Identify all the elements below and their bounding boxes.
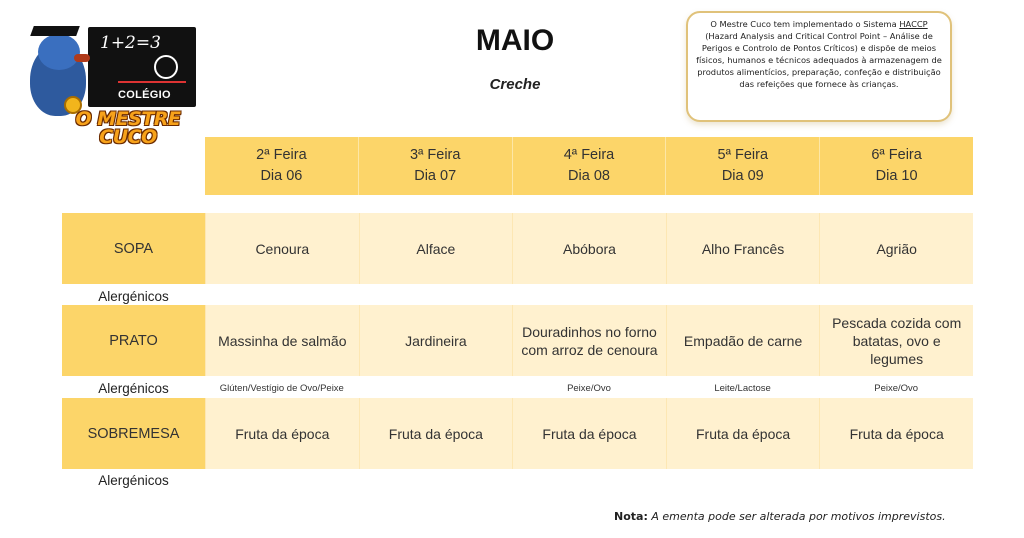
smiley-drawing-icon	[154, 55, 178, 79]
weekday-label: 5ª Feira	[717, 147, 769, 163]
menu-row-sopa	[62, 213, 973, 284]
day-header-tue	[359, 137, 513, 195]
date-label: Dia 08	[568, 168, 610, 184]
logo-colegio-text: COLÉGIO	[118, 89, 171, 101]
date-label: Dia 09	[721, 168, 764, 184]
menu-cell: Pescada cozida com batatas, ovo e legumes	[819, 305, 973, 376]
page-subtitle: Creche	[489, 76, 541, 93]
logo-name-line1: O MESTRE	[75, 108, 181, 130]
chalkboard	[88, 27, 196, 107]
school-logo	[18, 22, 198, 147]
logo-name-line2: CUCO	[99, 126, 157, 148]
row-label: PRATO	[62, 305, 205, 376]
date-label: Dia 10	[875, 168, 918, 184]
menu-row-prato	[62, 305, 973, 376]
day-header-fri	[820, 137, 973, 195]
bird-beak	[74, 54, 90, 62]
date-label: Dia 06	[260, 168, 303, 184]
menu-cell: Alface	[359, 213, 513, 284]
weekday-label: 3ª Feira	[409, 147, 461, 163]
graduation-cap-icon	[30, 26, 80, 36]
row-label: SOBREMESA	[62, 398, 205, 469]
bird-head	[38, 34, 80, 70]
menu-cell: Massinha de salmão	[205, 305, 359, 376]
footer-note	[614, 510, 946, 523]
haccp-info-box	[686, 11, 952, 122]
note-label: Nota:	[614, 510, 648, 523]
allergen-row-prato	[62, 378, 973, 398]
day-header-row	[205, 137, 973, 195]
chalk-line	[118, 81, 186, 83]
day-header-thu	[666, 137, 820, 195]
logo-school-name	[58, 110, 198, 146]
menu-cell: Douradinhos no forno com arroz de cenoura	[512, 305, 666, 376]
note-text: A ementa pode ser alterada por motivos imprevistos.	[647, 510, 946, 523]
page-title: MAIO	[475, 24, 555, 57]
menu-cell: Jardineira	[359, 305, 513, 376]
menu-cell: Cenoura	[205, 213, 359, 284]
allergen-row-sopa	[62, 286, 973, 306]
weekday-label: 6ª Feira	[871, 147, 922, 163]
menu-cell: Fruta da época	[819, 398, 973, 469]
menu-cell: Fruta da época	[512, 398, 666, 469]
menu-cell: Agrião	[819, 213, 973, 284]
menu-cell: Fruta da época	[205, 398, 359, 469]
menu-cell: Fruta da época	[666, 398, 820, 469]
menu-cell: Fruta da época	[359, 398, 513, 469]
board-equation: 1+2=3	[100, 33, 161, 53]
menu-cell: Empadão de carne	[666, 305, 820, 376]
allergen-row-sobremesa	[62, 470, 973, 490]
allergen-cell: Peixe/Ovo	[567, 382, 611, 394]
allergen-label: Alergénicos	[98, 472, 169, 488]
menu-row-sobremesa	[62, 398, 973, 469]
weekday-label: 4ª Feira	[563, 147, 615, 163]
allergen-cell: Glúten/Vestígio de Ovo/Peixe	[219, 382, 344, 394]
date-label: Dia 07	[414, 168, 457, 184]
weekday-label: 2ª Feira	[256, 147, 307, 163]
menu-cell: Alho Francês	[666, 213, 820, 284]
day-header-wed	[513, 137, 667, 195]
allergen-cell: Peixe/Ovo	[874, 382, 919, 394]
allergen-label: Alergénicos	[98, 288, 169, 304]
allergen-cell: Leite/Lactose	[714, 382, 771, 394]
day-header-mon	[205, 137, 359, 195]
menu-cell: Abóbora	[512, 213, 666, 284]
haccp-text-after: (Hazard Analysis and Critical Control Point – Análise de Perigos e Controlo de Pontos Críticos) e dispõe de meios físicos, humanos e técnicos adequados à armazenagem de produtos alimentícios, preparação, confeção e distribuição das refeições que fornece às crianças.	[696, 30, 942, 89]
row-label: SOPA	[62, 213, 205, 284]
allergen-label: Alergénicos	[98, 380, 169, 396]
haccp-acronym: HACCP	[899, 19, 928, 29]
haccp-text-before: O Mestre Cuco tem implementado o Sistema	[710, 19, 900, 29]
